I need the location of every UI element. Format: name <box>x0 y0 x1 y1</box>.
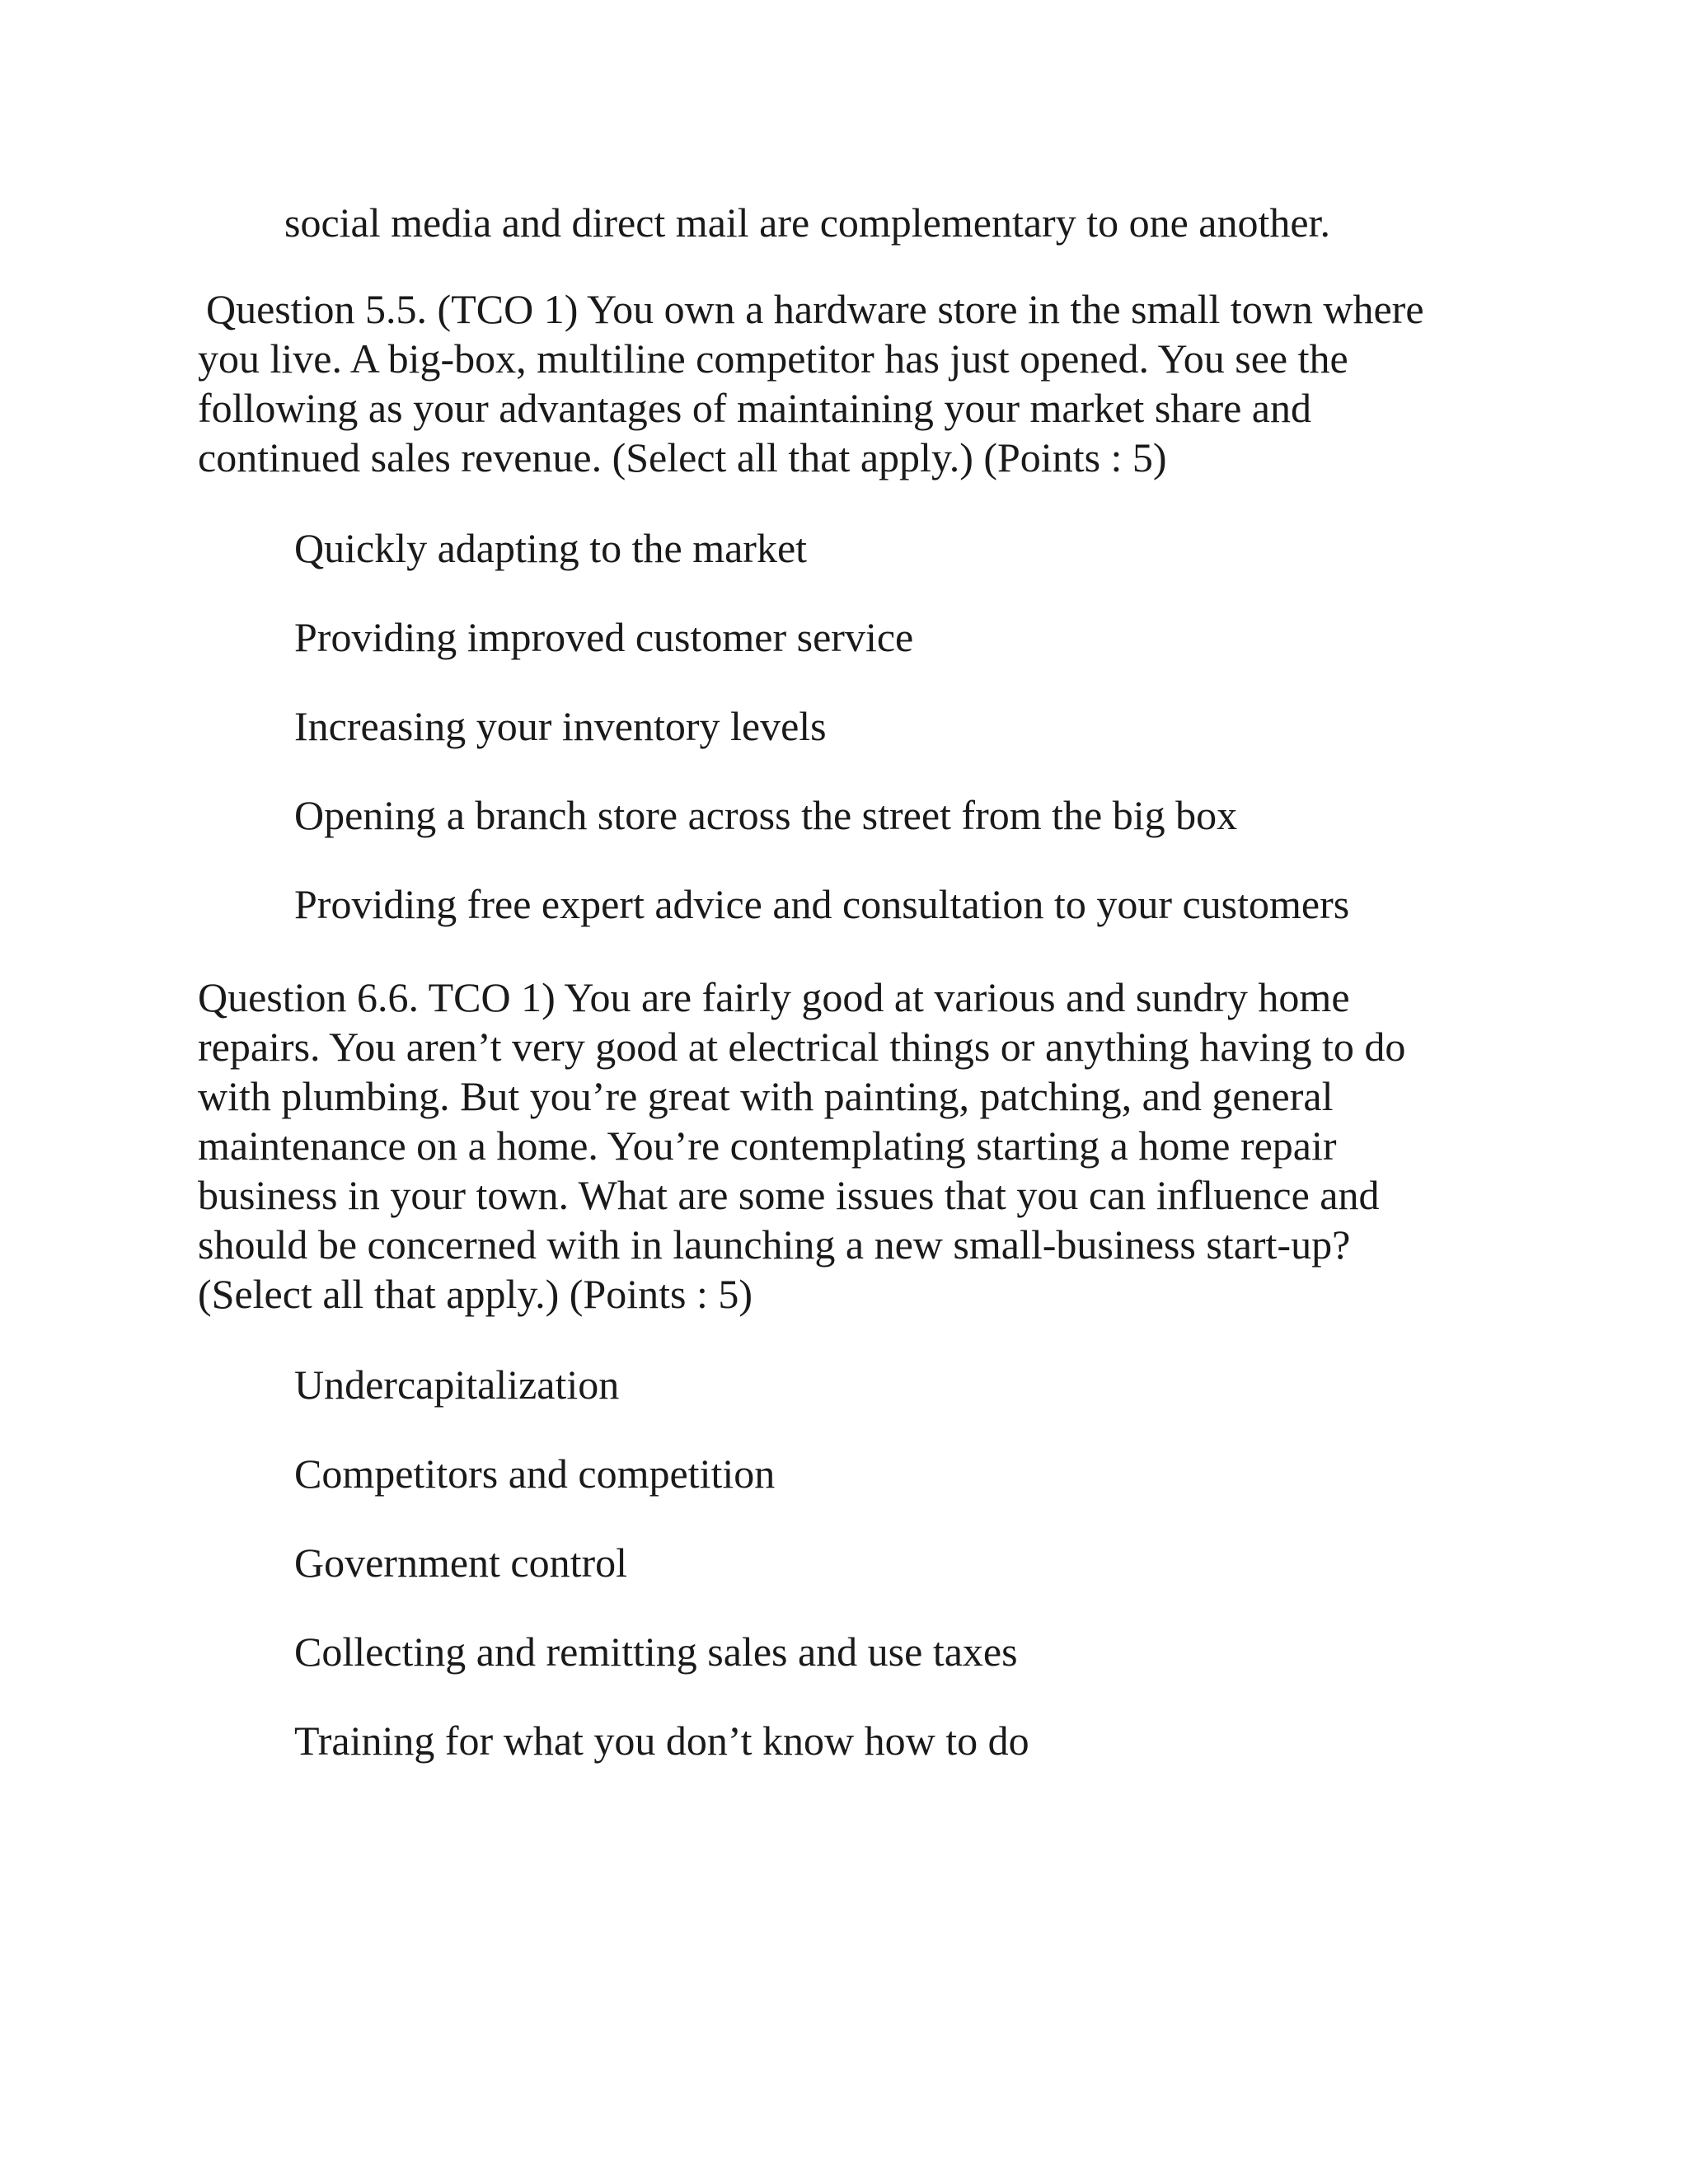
option-sales-use-taxes: Collecting and remitting sales and use taxes <box>294 1629 1018 1675</box>
option-undercapitalization: Undercapitalization <box>294 1361 620 1408</box>
intro-line: social media and direct mail are complementary to one another. <box>284 199 1330 246</box>
question-6-6-options <box>294 1360 1029 1805</box>
option-quickly-adapting: Quickly adapting to the market <box>294 525 808 571</box>
option-branch-store: Opening a branch store across the street from the big box <box>294 792 1238 838</box>
option-free-expert-advice: Providing free expert advice and consultation to your customers <box>294 881 1350 927</box>
option-government-control: Government control <box>294 1540 628 1586</box>
option-increasing-inventory: Increasing your inventory levels <box>294 703 827 749</box>
question-5-5-text: Question 5.5. (TCO 1) You own a hardware store in the small town where you live. A big-box, multiline competitor has just opened. You see the following as your advantages of maintaining your market share and continued sales revenue. (Select all that apply.) (Points : 5) <box>198 286 1424 480</box>
option-improved-customer-service: Providing improved customer service <box>294 614 914 660</box>
option-training: Training for what you don’t know how to do <box>294 1718 1029 1764</box>
option-competitors: Competitors and competition <box>294 1451 776 1497</box>
question-5-5-options <box>294 523 1349 968</box>
question-6-6-text: Question 6.6. TCO 1) You are fairly good at various and sundry home repairs. You aren’t very good at electrical things or anything having to do with plumbing. But you’re great with painting, patching, and general maintenance on a home. You’re contemplating starting a home repair business in your town. What are some issues that you can influence and should be concerned with in launching a new small-business start-up? (Select all that apply.) (Points : 5) <box>198 974 1406 1317</box>
